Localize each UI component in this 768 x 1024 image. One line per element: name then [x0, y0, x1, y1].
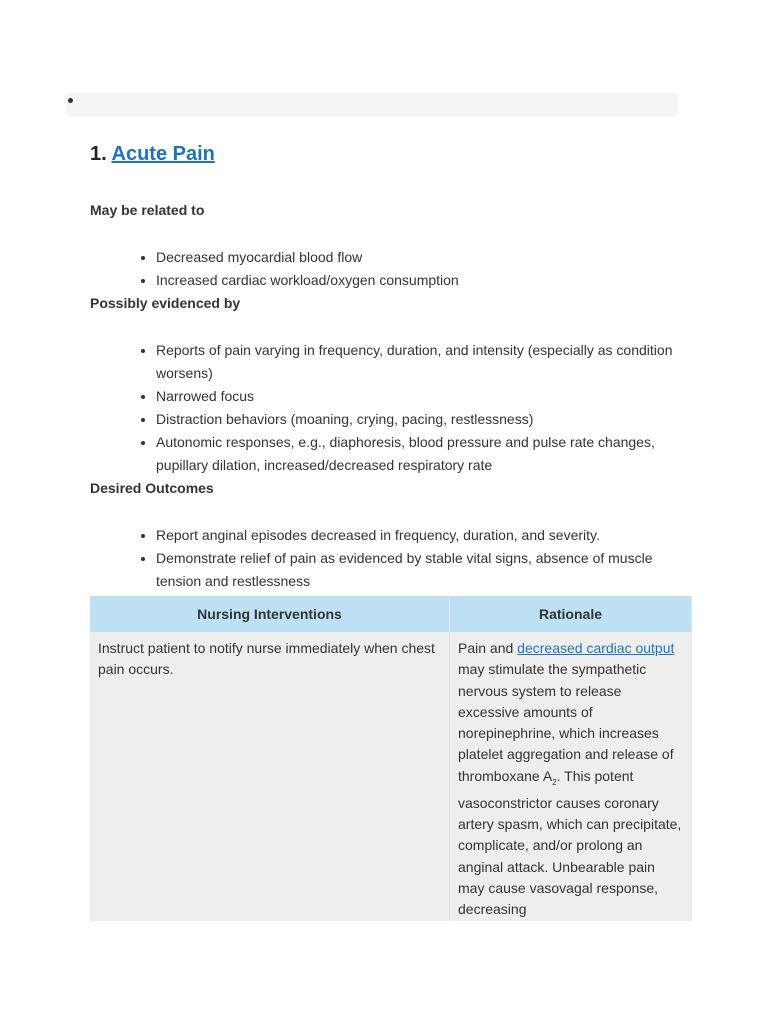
evidenced-list [90, 339, 692, 477]
rationale-text: Pain and [458, 640, 518, 656]
top-bar [66, 93, 678, 117]
heading-number: 1. [90, 143, 107, 165]
rationale-header: Rationale [450, 596, 692, 632]
rationale-text: . This potent vasoconstrictor causes coronary artery spasm, which can precipitate, complicate, and/or prolong an anginal attack. Unbearable pain may cause vasovagal response, decreasing [458, 767, 682, 918]
intervention-cell: Instruct patient to notify nurse immediately when chest pain occurs. [90, 632, 450, 921]
list-item: • Autonomic responses, e.g., diaphoresis, blood pressure and pulse rate changes, pupillary dilation, increased/decreased respiratory rate [156, 431, 692, 477]
section-heading [90, 140, 692, 168]
rationale-cell [450, 632, 692, 921]
table-row [90, 632, 692, 921]
list-item: • Increased cardiac workload/oxygen consumption [156, 269, 692, 292]
related-label: May be related to [90, 202, 205, 218]
list-item: • Report anginal episodes decreased in frequency, duration, and severity. [156, 524, 692, 547]
care-plan-content [90, 140, 692, 921]
acute-pain-link[interactable]: Acute Pain [111, 143, 215, 165]
bullet-marker [68, 98, 73, 103]
evidenced-label: Possibly evidenced by [90, 295, 241, 311]
outcomes-list [90, 524, 692, 593]
related-list [90, 246, 692, 292]
list-item: • Narrowed focus [156, 385, 692, 408]
rationale-text: may stimulate the sympathetic nervous system to release excessive amounts of norepinephrine, which increases platelet aggregation and release of thromboxane A [458, 661, 674, 784]
list-item: • Decreased myocardial blood flow [156, 246, 692, 269]
outcomes-label: Desired Outcomes [90, 480, 214, 496]
list-item: • Distraction behaviors (moaning, crying, pacing, restlessness) [156, 408, 692, 431]
interventions-header: Nursing Interventions [90, 596, 450, 632]
decreased-cardiac-output-link[interactable]: decreased cardiac output [517, 640, 675, 656]
list-item: • Demonstrate relief of pain as evidenced by stable vital signs, absence of muscle tension and restlessness [156, 547, 692, 593]
list-item: • Reports of pain varying in frequency, duration, and intensity (especially as condition worsens) [156, 339, 692, 385]
subscript: 2 [552, 777, 557, 787]
interventions-table [90, 596, 692, 921]
